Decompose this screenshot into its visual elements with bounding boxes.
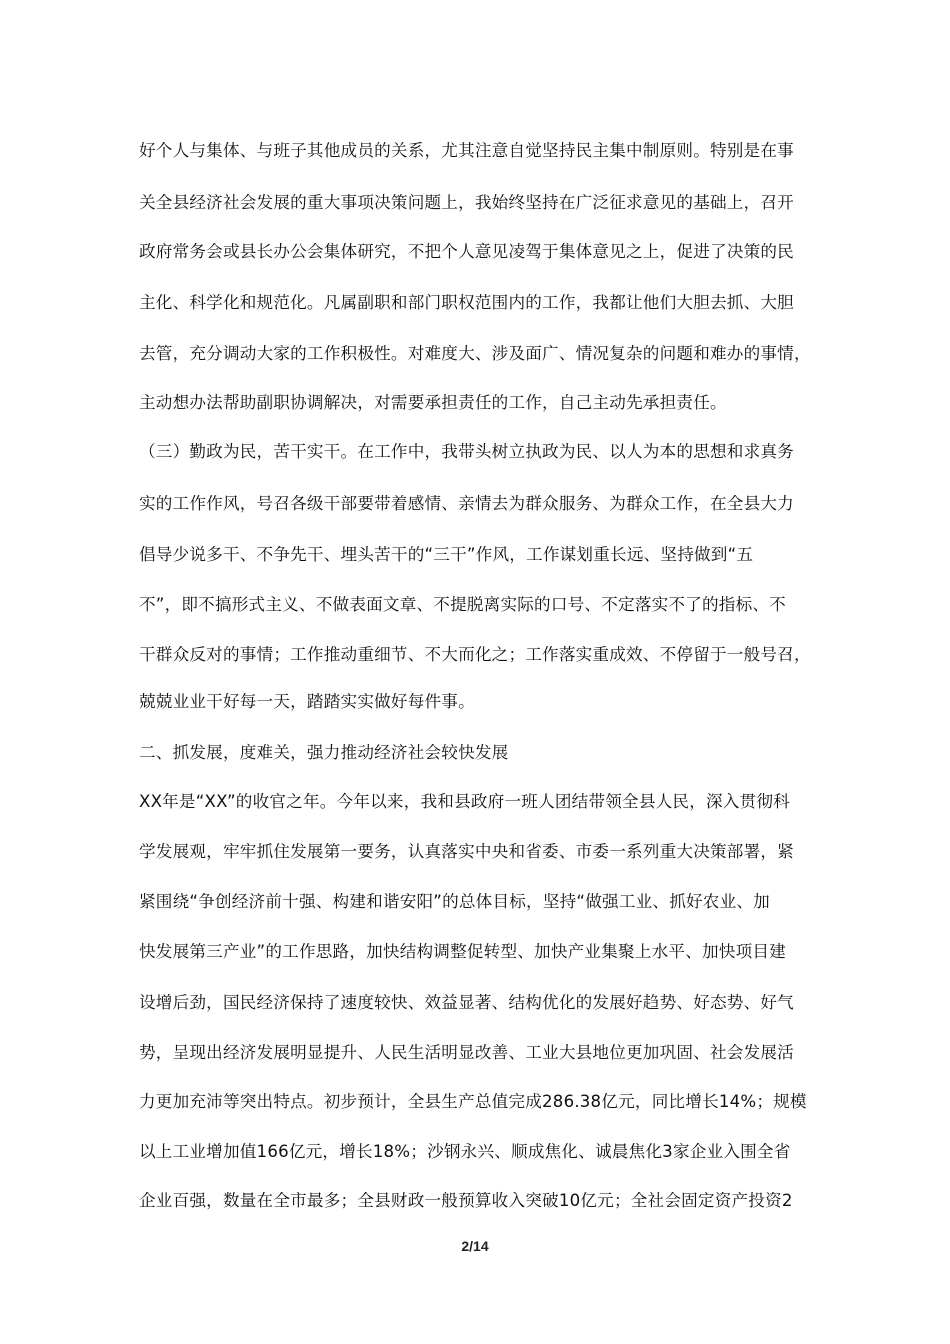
text-line: 关全县经济社会发展的重大事项决策问题上，我始终坚持在广泛征求意见的基础上，召开 (139, 193, 794, 212)
text-line: 以上工业增加值166亿元，增长18%；沙钢永兴、顺成焦化、诚晨焦化3家企业入围全省 (139, 1142, 791, 1161)
text-line: 设增后劲，国民经济保持了速度较快、效益显著、结构优化的发展好趋势、好态势、好气 (139, 993, 794, 1012)
text-line: 去管，充分调动大家的工作积极性。对难度大、涉及面广、情况复杂的问题和难办的事情， (139, 344, 811, 363)
text-line: 兢兢业业干好每一天，踏踏实实做好每件事。 (139, 692, 475, 711)
text-line: 不”，即不搞形式主义、不做表面文章、不提脱离实际的口号、不定落实不了的指标、不 (139, 595, 786, 614)
text-line: 实的工作作风，号召各级干部要带着感情、亲情去为群众服务、为群众工作，在全县大力 (139, 494, 794, 513)
text-line: 势，呈现出经济发展明显提升、人民生活明显改善、工业大县地位更加巩固、社会发展活 (139, 1043, 794, 1062)
text-line: 干群众反对的事情；工作推动重细节、不大而化之；工作落实重成效、不停留于一般号召， (139, 645, 811, 664)
text-line: 学发展观，牢牢抓住发展第一要务，认真落实中央和省委、市委一系列重大决策部署，紧 (139, 842, 794, 861)
text-line: 快发展第三产业”的工作思路，加快结构调整促转型、加快产业集聚上水平、加快项目建 (139, 942, 786, 961)
page-number: 2/14 (461, 1238, 489, 1254)
text-line: 紧围绕“争创经济前十强、构建和谐安阳”的总体目标，坚持“做强工业、抓好农业、加 (139, 892, 770, 911)
section-heading: （三）勤政为民，苦干实干。在工作中，我带头树立执政为民、以人为本的思想和求真务 (139, 442, 794, 461)
text-line: 倡导少说多干、不争先干、埋头苦干的“三干”作风，工作谋划重长远、坚持做到“五 (139, 545, 754, 564)
text-line: 政府常务会或县长办公会集体研究，不把个人意见凌驾于集体意见之上，促进了决策的民 (139, 242, 794, 261)
text-line: 主动想办法帮助副职协调解决，对需要承担责任的工作，自己主动先承担责任。 (139, 393, 727, 412)
text-line: XX年是“XX”的收官之年。今年以来，我和县政府一班人团结带领全县人民，深入贯彻科 (139, 792, 790, 811)
text-line: 企业百强，数量在全市最多；全县财政一般预算收入突破10亿元；全社会固定资产投资2 (139, 1191, 793, 1210)
section-heading: 二、抓发展，度难关，强力推动经济社会较快发展 (139, 743, 509, 762)
text-line: 力更加充沛等突出特点。初步预计，全县生产总值完成286.38亿元，同比增长14%；规模 (139, 1092, 807, 1111)
text-line: 好个人与集体、与班子其他成员的关系，尤其注意自觉坚持民主集中制原则。特别是在事 (139, 141, 794, 160)
text-line: 主化、科学化和规范化。凡属副职和部门职权范围内的工作，我都让他们大胆去抓、大胆 (139, 293, 794, 312)
